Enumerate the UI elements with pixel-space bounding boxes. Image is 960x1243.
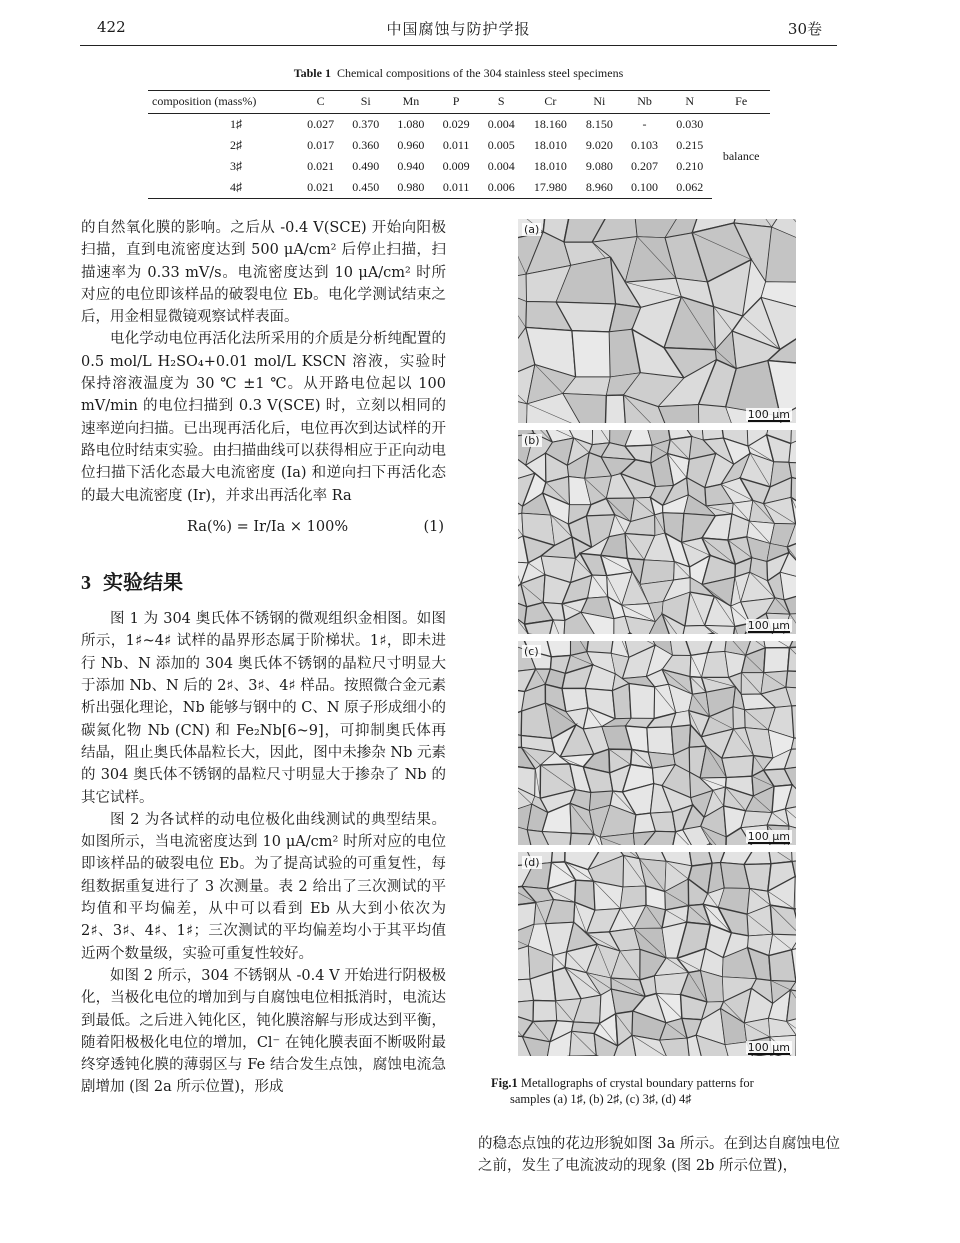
table-cell: 0.062: [667, 177, 712, 199]
table-col-header: Si: [343, 91, 388, 114]
table-cell: 0.021: [307, 159, 335, 173]
paragraph: 如图 2 所示，304 不锈钢从 -0.4 V 开始进行阴极极化，当极化电位的增加到与自腐蚀电位相抵消时，电流达到最低。之后进入钝化区，钝化膜溶解与形成达到平衡，随着阳极极化电位的增加，Cl⁻ 在钝化膜表面不断吸附最终穿透钝化膜的薄弱区与 Fe 结合发生点蚀，腐蚀电流急剧增加 (图 2a 所示位置)，形成: [81, 967, 446, 1096]
page-number: 422: [97, 18, 126, 36]
table-row: [148, 114, 770, 136]
table-cell: 0.360: [352, 138, 380, 152]
table-cell: 18.010: [533, 159, 567, 173]
table-cell: 0.029: [442, 117, 470, 131]
table-cell: 17.980: [524, 177, 577, 199]
table-col-header: Ni: [577, 91, 622, 114]
table-col-header: C: [298, 91, 343, 114]
paragraph: 图 1 为 304 奥氏体不锈钢的微观组织金相图。如图所示，1♯~4♯ 试样的晶界形态属于阶梯状。1♯，即未进行 Nb、N 添加的 304 奥氏体不锈钢的晶粒尺寸明显大于添加 Nb、N 后的 2♯、3♯、4♯ 样品。按照微合金元素析出强化理论，Nb 能够与钢中的 C、N 原子形成细小的碳氮化物 Nb (CN) 和 Fe₂Nb[6~9]，可抑制奥氏体再结晶，阻止奥氏体晶粒长大，因此，图中未掺杂 Nb 元素的 304 奥氏体不锈钢的晶粒尺寸明显大于掺杂了 Nb 的其它试样。: [81, 611, 446, 806]
table-cell: 18.160: [533, 117, 567, 131]
fe-balance-cell: balance: [722, 148, 760, 163]
figure-caption-line1: Metallographs of crystal boundary patterns for: [520, 1076, 754, 1090]
section-title: 实验结果: [103, 569, 183, 594]
table-cell: 0.450: [343, 177, 388, 199]
micrograph-panel-a: [518, 219, 796, 423]
header-rule: [80, 45, 837, 46]
table-cell: 0.960: [397, 138, 425, 152]
table-row: [148, 156, 770, 177]
table-cell: 18.010: [533, 138, 567, 152]
running-header: [80, 16, 837, 42]
table-cell: 0.100: [622, 177, 667, 199]
table-cell: 0.011: [434, 177, 479, 199]
table-cell: 8.960: [577, 177, 622, 199]
table-cell: 0.027: [307, 117, 335, 131]
table-col-header: S: [479, 91, 524, 114]
table-cell: 1.080: [397, 117, 425, 131]
volume-label: 30卷: [787, 20, 822, 38]
table-cell: 0.011: [442, 138, 470, 152]
table-cell: 0.021: [298, 177, 343, 199]
table-col-header: Nb: [622, 91, 667, 114]
composition-table: [148, 90, 770, 199]
sample-label: 3♯: [230, 159, 242, 173]
table-cell: 0.006: [479, 177, 524, 199]
table-header-row: [148, 91, 770, 114]
equation-number: (1): [423, 518, 444, 535]
table-cell: 0.490: [352, 159, 380, 173]
left-column: [81, 217, 446, 1099]
sample-label: 1♯: [230, 117, 242, 131]
table-cell: 0.210: [676, 159, 704, 173]
micrograph-panel-d: [518, 852, 796, 1056]
table-col-header: P: [434, 91, 479, 114]
paragraph: 图 2 为各试样的动电位极化曲线测试的典型结果。如图所示，当电流密度达到 10 μA/cm² 时所对应的电位即该样品的破裂电位 Eb。为了提高试验的可重复性，每组数据重复进行了 3 次测量。表 2 给出了三次测试的平均值和平均偏差，从中可以看到 Eb 从大到小依次为 2♯、3♯、4♯、1♯；三次测试的平均偏差均小于其平均值近两个数量级，实验可重复性较好。: [81, 811, 446, 962]
panel-tag: (c): [524, 645, 539, 658]
table-cell: 0.207: [631, 159, 659, 173]
table-cell: -: [642, 117, 647, 131]
table-cell: 9.080: [585, 159, 613, 173]
table-cell: 0.980: [388, 177, 433, 199]
table-col-header: composition (mass%): [148, 91, 298, 114]
table-cell: 0.103: [631, 138, 659, 152]
equation-1: [81, 507, 446, 545]
scale-bar: 100 μm: [747, 830, 790, 843]
paragraph: 的自然氧化膜的影响。之后从 -0.4 V(SCE) 开始向阳极扫描，直到电流密度达到 500 μA/cm² 后停止扫描，扫描速率为 0.33 mV/s。电流密度达到 10 μA/cm² 时所对应的电位即该样品的破裂电位 Eb。电化学测试结束之后，用金相显微镜观察试样表面。: [81, 220, 446, 326]
figure-caption-line2: samples (a) 1♯, (b) 2♯, (c) 3♯, (d) 4♯: [510, 1092, 692, 1106]
table-col-header: N: [667, 91, 712, 114]
right-column-text: [478, 1133, 840, 1178]
micrograph-panel-c: [518, 641, 796, 845]
figure-caption: [491, 1075, 831, 1107]
equation-formula: Ra(%) = Ir/Ia × 100%: [187, 518, 349, 535]
panel-tag: (b): [524, 434, 540, 447]
table-caption-text: Chemical compositions of the 304 stainless steel specimens: [336, 66, 624, 80]
sample-label: 2♯: [230, 138, 242, 152]
micrograph-image: [518, 641, 796, 845]
table-cell: 0.004: [487, 117, 515, 131]
journal-title: 中国腐蚀与防护学报: [386, 20, 531, 38]
paragraph: 电化学动电位再活化法所采用的介质是分析纯配置的 0.5 mol/L H₂SO₄+0.01 mol/L KSCN 溶液，实验时保持溶液温度为 30 ℃ ±1 ℃。从开路电位起以 100 mV/min 的电位扫描到 0.3 V(SCE) 时，立刻以相同的速率逆向扫描。已出现再活化后，电位再次到达试样的开路电位时结束实验。由扫描曲线可以获得相应于正向动电位扫描下活化态最大电流密度 (Ia) 和逆向扫下再活化态的最大电流密度 (Ir)，并求出再活化率 Ra: [81, 331, 446, 504]
panel-tag: (d): [524, 856, 540, 869]
table-cell: 0.017: [307, 138, 335, 152]
micrograph-image: [518, 852, 796, 1056]
table-cell: 0.370: [352, 117, 380, 131]
micrograph-image: [518, 430, 796, 634]
figure-caption-label: Fig.1: [491, 1076, 518, 1090]
table-row: [148, 135, 770, 156]
table-col-header: Fe: [712, 91, 770, 114]
table-cell: 0.215: [676, 138, 704, 152]
table-col-header: Cr: [524, 91, 577, 114]
micrograph-panel-b: [518, 430, 796, 634]
section-number: 3: [81, 571, 91, 594]
table-col-header: Mn: [388, 91, 433, 114]
paragraph: 的稳态点蚀的花边形貌如图 3a 所示。在到达自腐蚀电位之前，发生了电流波动的现象 (图 2b 所示位置)，: [478, 1136, 840, 1175]
table-row: [148, 177, 770, 199]
sample-label: 4♯: [148, 177, 298, 199]
scale-bar: 100 μm: [747, 408, 790, 421]
panel-tag: (a): [524, 223, 540, 236]
table-cell: 0.005: [487, 138, 515, 152]
section-heading: [81, 571, 446, 594]
scale-bar: 100 μm: [747, 1041, 790, 1054]
table-cell: 0.940: [397, 159, 425, 173]
table-caption-label: Table 1: [293, 66, 331, 80]
figure-1: [518, 219, 796, 1063]
table-cell: 0.030: [676, 117, 704, 131]
table-cell: 8.150: [585, 117, 613, 131]
table-cell: 0.009: [442, 159, 470, 173]
scale-bar: 100 μm: [747, 619, 790, 632]
table-caption: [80, 66, 837, 81]
table-cell: 9.020: [585, 138, 613, 152]
table-cell: 0.004: [487, 159, 515, 173]
micrograph-image: [518, 219, 796, 423]
